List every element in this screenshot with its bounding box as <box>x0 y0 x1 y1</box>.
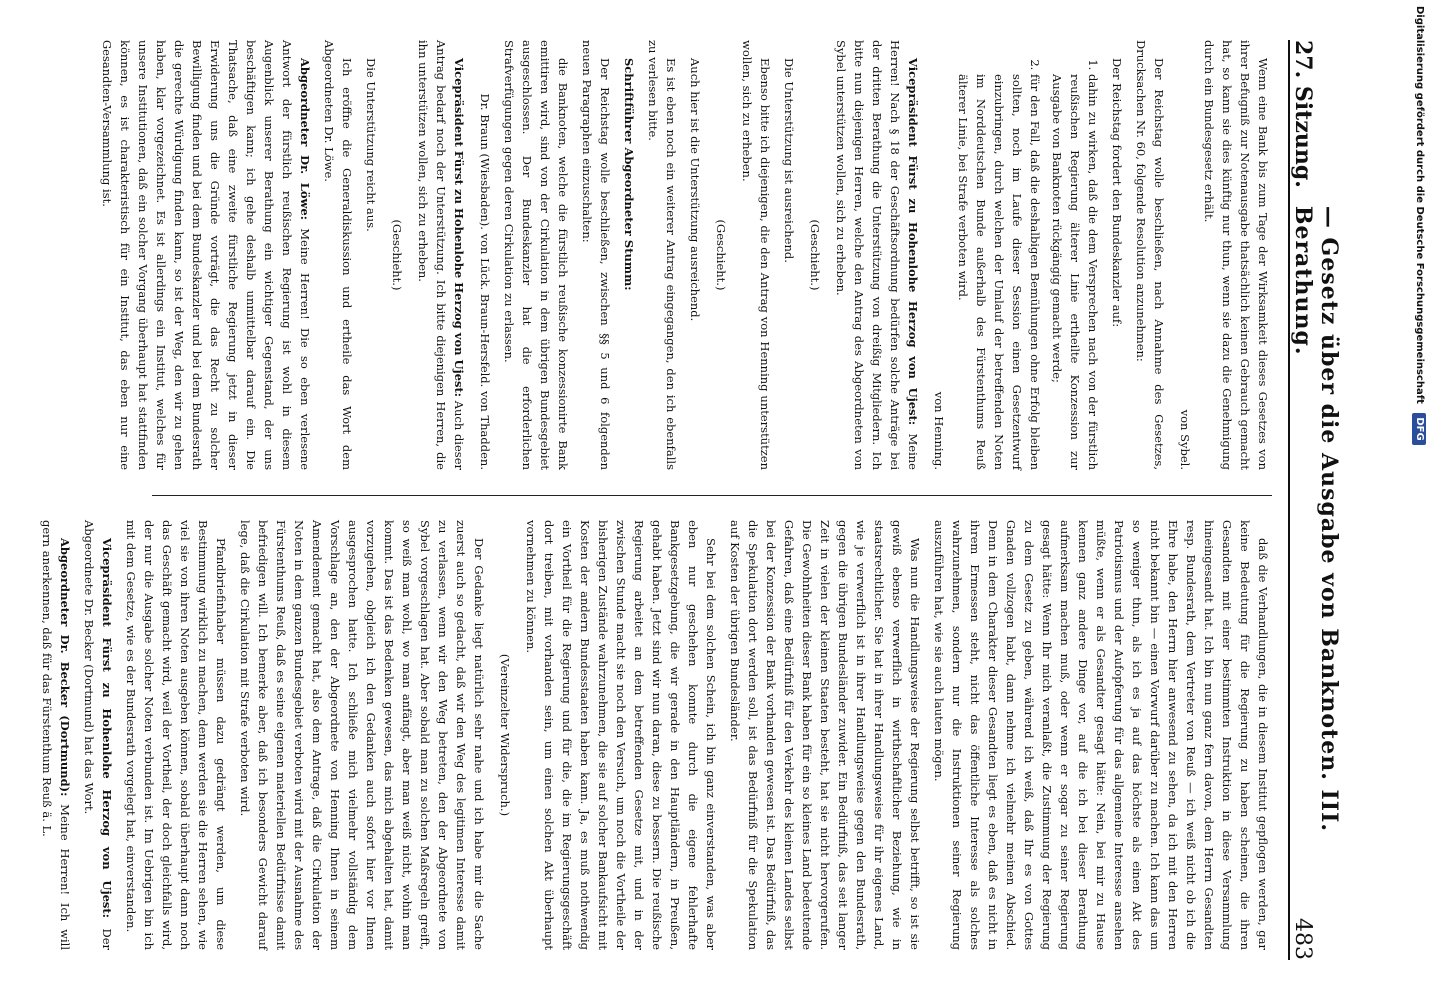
dfg-credit-text: Digitalisierung gefördert durch die Deutsche Forschungsgemeinschaft <box>1414 6 1425 404</box>
paragraph: die Banknoten, welche die fürstlich reußische konzessionirte Bank emittiren wird, sind von der Cirkulation in dem übrigen Bundesgebiet ausgeschlossen. Der Bundeskanzler hat die erforderlichen Strafverfügungen gegen deren Cirkulation zu erlassen. <box>502 40 570 470</box>
paragraph: Sehr bei dem solchen Schein, ich bin ganz einverstanden, was aber eben nur geschehen konnte durch die eigene fehlerhafte Bankgesetzgebung, die wir gerade in den Hauptländern, in Preußen, gehabt haben. Jetzt sind wir nun daran, diese zu bessern. Die reußische Regierung arbeitet an dem betreffenden Gesetze mit, und in der zwischen Stunde macht sie noch den Versuch, um noch die Vortheile der bisherigen Zustände wahrzunehmen, die sie auf solcher Bankaufsicht mit Kosten der andern Bundesstaaten haben kann. Ja, es muß nothwendig ein Vortheil für die Regierung und für die, die im Regierungsgeschäft dort treiben, mit vorhanden sein, um einen solchen Akt überhaupt vornehmen zu können. <box>524 520 718 950</box>
paragraph: Pfandbriefinhaber müssen dazu gedrängt werden, um diese Bestimmung wirklich zu machen, denn werden sie die Herren sehen, wie viel sie von ihren Noten ausgeben können, sobald überhaupt dann noch das Geschäft gemacht wird, weil der Vortheil, der doch gleichfalls wird, der nur die Ausgabe solcher Noten verbunden ist. Im Uebrigen bin ich mit dem Gesetze, wie es der Bundesrath vorgelegt hat, einverstanden. <box>124 520 228 950</box>
paragraph: Ebenso bitte ich diejenigen, die den Antrag von Henning unterstützen wollen, sich zu erheben. <box>740 40 772 470</box>
speech-paragraph <box>98 40 314 470</box>
speaker-name: Abgeordneter Dr. Löwe: <box>298 58 312 220</box>
signature: von Henning. <box>932 391 946 470</box>
signature: von Sybel. <box>1178 409 1192 470</box>
speech-text: Auch dieser Antrag bedarf noch der Unterstützung. Ich bitte diejenigen Herren, die ihn unterstützen wollen, sich zu erheben. <box>416 40 466 470</box>
speech-paragraph <box>414 40 468 470</box>
paragraph: Der Gedanke liegt natürlich sehr nahe und ich habe mir die Sache zuerst auch so gedacht, daß wir den Weg des legitimen Interesse damit zu verlassen, wenn wir den Weg betreten, den der Abgeordnete von Sybel vorgeschlagen hat. Aber sobald man zu solchen Maßregeln greift, so weiß man wohl, wo man anfängt, aber man weiß nicht, wohin man kommt. Das ist das Bedenken gewesen, das mich abgehalten hat, damit vorzugehen, obgleich ich den Gedanken auch sofort hier vor Ihnen ausgesprochen hatte. Ich schließe mich vielmehr vollständig dem Vorschlage an, den der Abgeordnete von Henning Ihnen in seinem Amendement gemacht hat, also dem Antrage, daß die Cirkulation der Noten in dem ganzen Bundesgebiet verboten wird mit der Ausnahme des Fürstenthums Reuß, daß es seine eigenen materiellen Bedürfnisse damit befriedigen will. Ich bemerke aber, daß ich besonders Gewicht darauf lege, daß die Cirkulation mit Strafe verboten wird. <box>238 520 486 950</box>
paragraph: Der Reichstag fordert den Bundeskanzler auf: <box>1110 58 1124 328</box>
resolution-list <box>954 40 1102 470</box>
dfg-credit-strip <box>1408 0 1430 1000</box>
dfg-credit <box>1408 0 1430 1000</box>
left-column <box>100 40 1272 471</box>
session-label: 27. Sitzung. <box>1290 40 1316 188</box>
dfg-logo: DFG <box>1412 413 1426 444</box>
speaker-name: Vicepräsident Fürst zu Hohenlohe Herzog von Ujest: <box>906 58 920 426</box>
paragraph: Die Unterstützung reicht aus. <box>364 58 378 232</box>
page-title: — Gesetz über die Ausgabe von Banknoten. III. Berathung. <box>1290 205 1342 833</box>
paragraph: Die Unterstützung ist ausreichend. <box>782 58 796 263</box>
page-header <box>1288 40 1342 960</box>
remark: (Geschieht.) <box>808 219 822 291</box>
list-item: 2. für den Fall, daß die deshalbigen Bemühungen ohne Erfolg bleiben sollten, noch im Laufe dieser Session einen Gesetzentwurf einzubringen, durch welchen der Umlauf der betreffenden Noten im Norddeutschen Bunde außerhalb des Fürstenthums Reuß älterer Linie, bei Strafe verboten wird. <box>954 74 1044 470</box>
speech-paragraph <box>80 520 116 950</box>
column-divider <box>152 495 1272 496</box>
speech-text: Der Abgeordnete Dr. Becker (Dortmund) hat das Wort. <box>82 520 114 950</box>
paragraph: Auch hier ist die Unterstützung ausreichend. <box>688 58 702 322</box>
list-item: 1. dahin zu wirken, daß die dem Versprechen nach von der fürstlich reußischen Regierung älterer Linie ertheilte Konzession zur Ausgabe von Banknoten rückgängig gemacht werde; <box>1048 74 1102 470</box>
speaker-name: Vicepräsident Fürst zu Hohenlohe Herzog von Ujest: <box>100 538 114 918</box>
paragraph: Der Reichstag wolle beschließen, nach Annahme des Gesetzes, Drucksachen Nr. 60, folgende Resolution anzunehmen: <box>1134 40 1166 470</box>
paragraph: daß die Verhandlungen, die in diesem Institut gepflogen werden, gar keine Bedeutung für die Regierung zu haben scheinen, die ihren Gesandten mit einer bestimmten Instruktion in diese Versammlung hineingesandt hat. Ich bin nun ganz fern davon, dem Herrn Gesandten resp. Bundesrath, dem Vertreter von Reuß — ich weiß nicht ob ich die Ehre habe, den Herrn hier anwesend zu sehen, da ich mit den Herren nicht bekannt bin — einen Vorwurf darüber zu machen. Ich kann das um so weniger thun, als ich es ja auf das höchste als einen Akt des Patriotismus und der Aufopferung für das allgemeine Interesse ansehen müßte, wenn er als Gesandter gesagt hätte: Nein, bei mir zu Hause kennen ganz andere Dinge vor, auf die ich bei dieser Berathung aufmerksam machen muß, oder wenn er sogar zu seiner Regierung gesagt hätte: Wenn Ihr mich veranlaßt, die Zustimmung der Regierung zu dem Gesetz zu geben, während ich weiß, daß Ihr es von Gottes Gnaden vollzogen habt, dann nehme ich vielmehr meinen Abschied. Denn in dem Charakter dieser Gesandten liegt es eben, daß es nicht in ihrem Ermessen steht, nicht das öffentliche Interesse als solches wahrzunehmen, sondern nur die Instruktionen seiner Regierung auszuführen hat, wie sie auch lauten mögen. <box>932 520 1270 950</box>
right-column <box>40 520 1272 950</box>
speech-paragraph <box>832 40 922 470</box>
speaker-name: Vicepräsident Fürst zu Hohenlohe Herzog von Ujest: <box>452 58 466 398</box>
remark: (Geschieht.) <box>390 219 404 291</box>
speech-paragraph <box>38 520 74 950</box>
paragraph: Was nun die Handlungsweise der Regierung selbst betrifft, so ist sie gewiß ebenso verwerflich in wirthschaftlicher Beziehung, wie in staatsrechtlicher. Sie hat in ihrer Handlungsweise für ihr eigenes Land, wie je verwerflich ist in ihrer Handlungsweise gegen den Bundesrath, gegen die übrigen Bundesländer zuwider. Ein Bedürfniß, das seit langer Zeit in vielen der kleinen Staaten besteht, hat sie nicht hervorgerufen. Die Gewohnheiten dieser Bank haben für ein so kleines Land bedeutende Gefahren, daß eine Bedürfniß für den Verkehr des kleinen Landes selbst bei der Konzession der Bank vorhanden gewesen ist. Das Bedürfniß, das die Spekulation dort werden soll, ist das Bedürfniß für die Spekulation auf Kosten der übrigen Bundesländer. <box>728 520 922 950</box>
paragraph: Wenn eine Bank bis zum Tage der Wirksamkeit dieses Gesetzes von ihrer Befugniß zur Notenausgabe thatsächlich keinen Gebrauch gemacht hat, so kann sie dies künftig nur thun, wenn sie dazu die Genehmigung durch ein Bundesgesetz erhält. <box>1202 40 1270 470</box>
speech-text: Meine Herren! Nach § 18 der Geschäftsordnung bedürfen solche Anträge bei der dritten Berathung die Unterstützung von dreißig Mitgliedern. Ich bitte nun diejenigen Herren, welche den Antrag des Abgeordneten von Sybel unterstützen wollen, sich zu erheben. <box>834 40 920 470</box>
speaker-name: Abgeordneter Dr. Becker (Dortmund): <box>58 538 72 797</box>
page-number: 483 <box>1290 918 1315 960</box>
speech-text: Meine Herren! Ich will gern anerkennen, daß für das Fürstenthum Reuß ä. L. <box>40 520 72 950</box>
paragraph: Ich eröffne die Generaldiskussion und ertheile das Wort dem Abgeordneten Dr. Löwe. <box>322 40 354 470</box>
document-page <box>20 0 1420 1000</box>
speech-text: Meine Herren! Die so eben verlesene Antwort der fürstlich reußischen Regierung ist wohl in diesem Augenblick unserer Berathung ein wichtiger Gegenstand, der uns beschäftigen kann; ich gehe deshalb unmittelbar darauf ein. Die Thatsache, daß eine zweite fürstliche Regierung jetzt in dieser Erwiderung uns die Gründe vorträgt, die das Recht zu solcher Bewilligung finden und bei dem Bundeskanzler und bei dem Bundesrath die gerechte Würdigung finden kann, so ist der Weg, den wir zu gehen haben, klar vorgezeichnet. Es ist allerdings ein Institut, welches für unsere Institutionen, daß ein solcher Vorgang überhaupt hat stattfinden können, es ist charakteristisch für ein Institut, das eben nur eine Gesandten-Versammlung ist. <box>100 40 312 471</box>
signature: Dr. Braun (Wiesbaden). von Lück. Braun-Hersfeld. von Thadden. <box>478 93 492 470</box>
paragraph: Der Reichstag wolle beschließen, zwischen §§ 5 und 6 folgenden neuen Paragraphen einzuschalten: <box>580 40 612 470</box>
remark: (Geschieht.) <box>714 219 728 291</box>
speaker-name: Schriftführer Abgeordneter Stumm: <box>622 58 636 291</box>
paragraph: Es ist eben noch ein weiterer Antrag eingegangen, den ich ebenfalls zu verlesen bitte. <box>646 40 678 470</box>
remark: (Vereinzelter Widerspruch.) <box>498 653 512 817</box>
